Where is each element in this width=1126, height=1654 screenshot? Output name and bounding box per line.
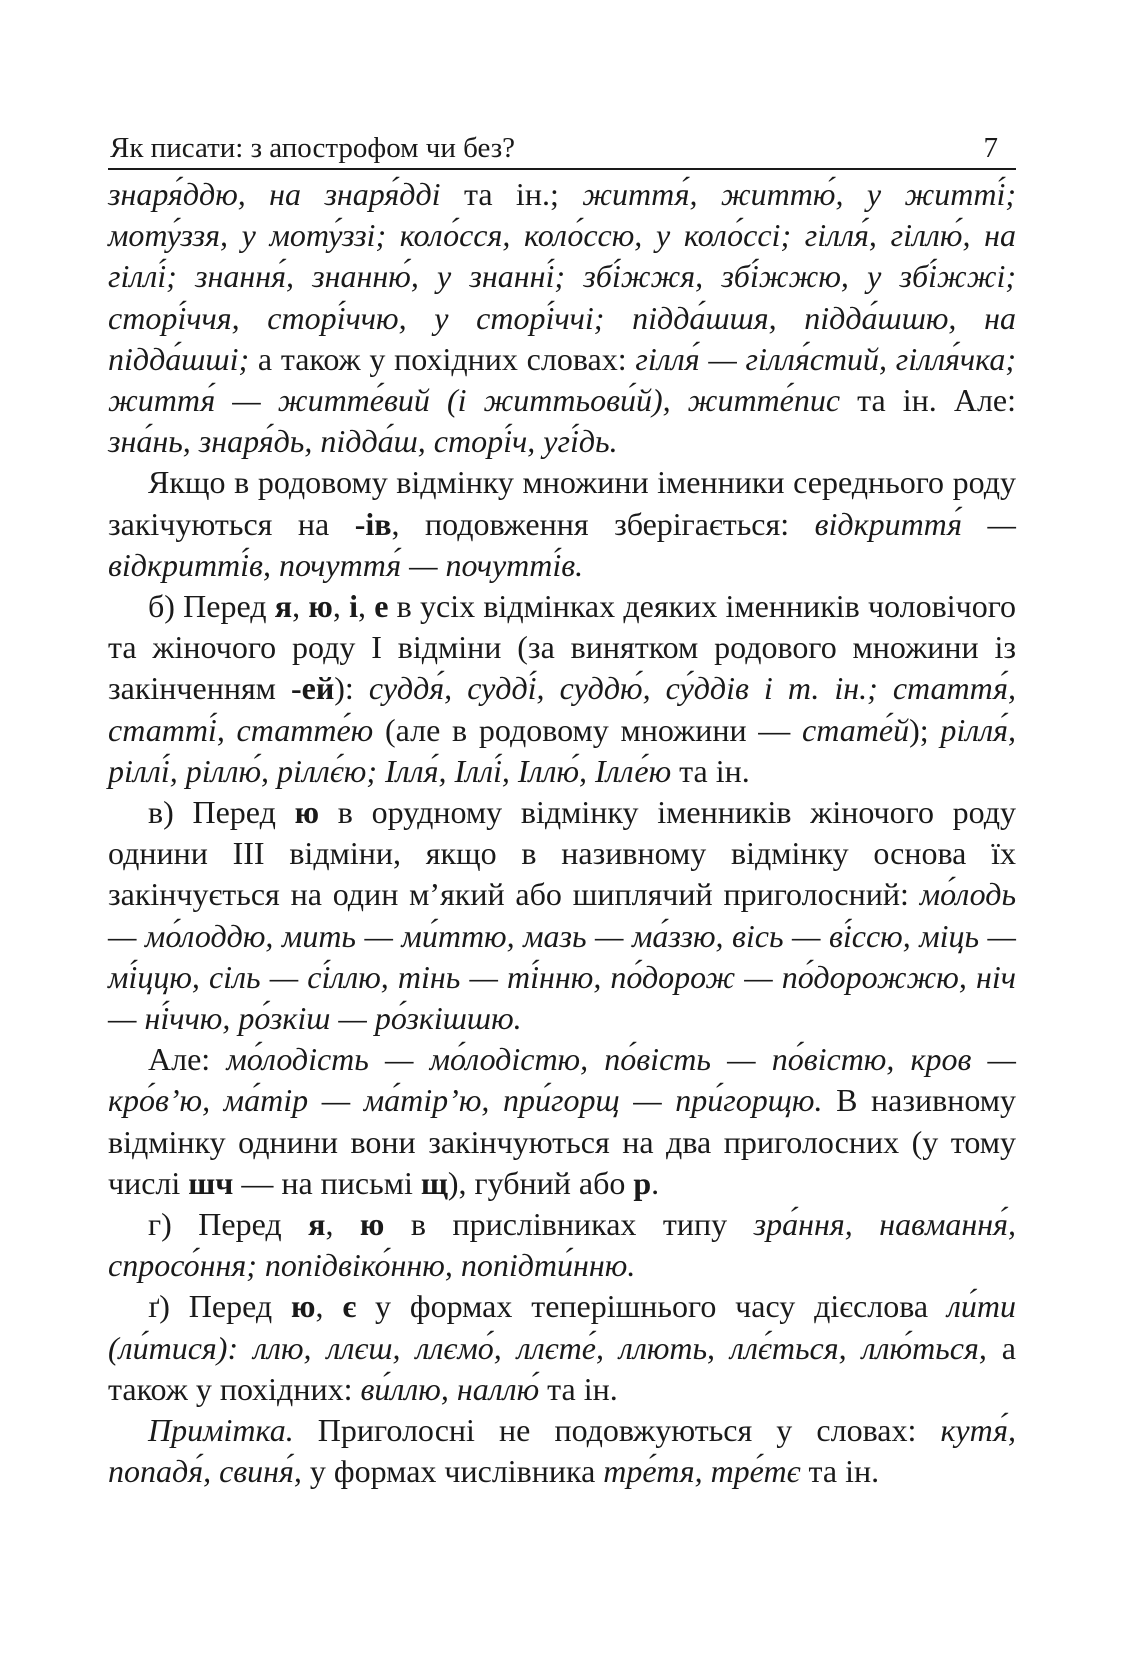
text-run: ): [334,670,369,707]
paragraph [108,462,1016,586]
italic-run: життя́, життю́, у житті́; моту́ззя, у моту́ззі; коло́сся, коло́ссю, у коло́ссі; гілля́, гіллю́, на гіллі́; знання́, знанню́, у знанні́; збі́жжя, збі́жжю, у збі́жжі; сторі́ччя, сторі́ччю, у сторі́ччі; підда́шшя, підда́шшю, на підда́шші; [108,176,1017,377]
paragraph [108,1204,1016,1286]
text-run: Якщо в родовому відмінку множини іменники середнього роду закічуються на [108,464,1016,542]
page-number: 7 [983,132,998,164]
bold-run: є [342,1288,357,1325]
text-run: в прислівниках типу [384,1206,754,1243]
bold-run: ю [291,1288,316,1325]
text-run: у формах теперішнього часу дієслова [356,1288,947,1325]
text-run: а також у похідних словах: [249,340,636,377]
italic-run: суддя́, судді́, суддю́, су́ддів і т. ін.; стаття́, статті́, статте́ю [108,670,1017,748]
text-run: — на письмі [233,1164,421,1201]
text-run: в) Перед [148,794,295,831]
bold-run: шч [188,1164,234,1201]
text-run: Але: [148,1041,227,1078]
paragraph [108,792,1016,1039]
italic-run: рілля́, ріллі́, ріллю́, ріллє́ю; Ілля́, Іллі́, Іллю́, Ілле́ю [108,711,1017,789]
page-body [108,174,1016,1493]
text-run: ), губний або [447,1164,634,1201]
italic-run: знаря́ддю, на знаря́дді [108,176,441,212]
bold-run: ю [308,588,333,625]
text-run: та ін. [539,1370,618,1407]
italic-run: Примітка. [148,1412,294,1449]
text-run: в усіх відмінках деяких іменників чоловічого та жіночого роду I відміни (за винятком родового множини із закінченням [108,588,1017,707]
italic-run: ли́ти (ли́тися): ллю, ллєш, ллємо́, ллєте́, ллють, ллє́ться, ллю́ться, [108,1288,1017,1366]
text-run: (але в родовому множини — [373,711,803,748]
paragraph [108,586,1016,792]
bold-run: щ [420,1164,448,1201]
paragraph [108,1410,1016,1492]
bold-run: ю [294,794,320,831]
italic-run: відкриття́ — відкритті́в, почуття́ — почутті́в. [108,505,1017,583]
italic-run: зна́нь, знаря́дь, підда́ш, сторі́ч, угі́дь. [108,423,618,460]
paragraph [108,174,1016,462]
text-run: , [357,588,375,625]
italic-run: ви́ллю, наллю́ [360,1370,540,1407]
text-run: та ін. Але: [840,382,1017,419]
text-run: а також у похідних: [108,1329,1017,1407]
bold-run: е [374,588,389,625]
bold-run: я [274,588,293,625]
paragraph [108,1039,1016,1204]
text-run: , [315,1288,343,1325]
bold-run: я [308,1206,326,1243]
text-run: Приголосні не подовжуються у словах: [293,1412,941,1449]
text-run: в орудному відмінку іменників жіночого роду однини III відміни, якщо в називному відмінку основа їх закінчується на один м’який або шиплячий приголосний: [108,794,1017,913]
italic-run: мо́лодь — мо́лоддю, мить — ми́ттю, мазь — ма́ззю, вісь — ві́ссю, міць — мі́ццю, сіль — сі́ллю, тінь — ті́нню, по́дорож — по́дорожжю, ніч — ні́ччю, ро́зкіш — ро́зкішшю. [108,876,1016,1037]
italic-run: стате́й [802,711,910,748]
bold-run: ю [359,1206,385,1243]
text-run: та ін.; [440,176,583,212]
italic-run: кутя́, попадя́, свиня́, [108,1412,1016,1490]
italic-run: тре́тя, тре́тє [603,1453,801,1490]
running-header [108,130,1016,170]
text-run: ґ) Перед [148,1288,291,1325]
book-page [108,130,1016,1493]
text-run: у формах числівника [301,1453,604,1490]
text-run: б) Перед [148,588,275,625]
text-run: ); [909,711,941,748]
italic-run: гілля́ — гілля́стий, гілля́чка; життя́ — житте́вий (і життьови́й), житте́пис [108,340,1017,419]
text-run: та ін. [671,752,750,789]
bold-run: -ей [290,670,335,707]
running-header-title: Як писати: з апострофом чи без? [110,132,516,164]
text-run: та ін. [800,1453,880,1490]
text-run: г) Перед [148,1206,309,1243]
text-run: . [651,1164,660,1201]
paragraph [108,1286,1016,1410]
text-run: , подовження зберігається: [391,505,815,542]
text-run: В називному відмінку однини вони закінчуються на два приголосних (у тому числі [108,1082,1017,1201]
text-run: , [332,588,350,625]
bold-run: -ів [354,505,392,542]
italic-run: зра́ння, навмання́, спросо́ння; попідвіко́нню, попідти́нню. [108,1206,1016,1284]
bold-run: р [633,1164,652,1201]
text-run: , [325,1206,360,1243]
bold-run: і [349,588,358,625]
text-run: , [292,588,309,625]
italic-run: мо́лодість — мо́лодістю, по́вість — по́вістю, кров — кро́в’ю, ма́тір — ма́тір’ю, при́горщ — при́горщю. [108,1041,1017,1119]
